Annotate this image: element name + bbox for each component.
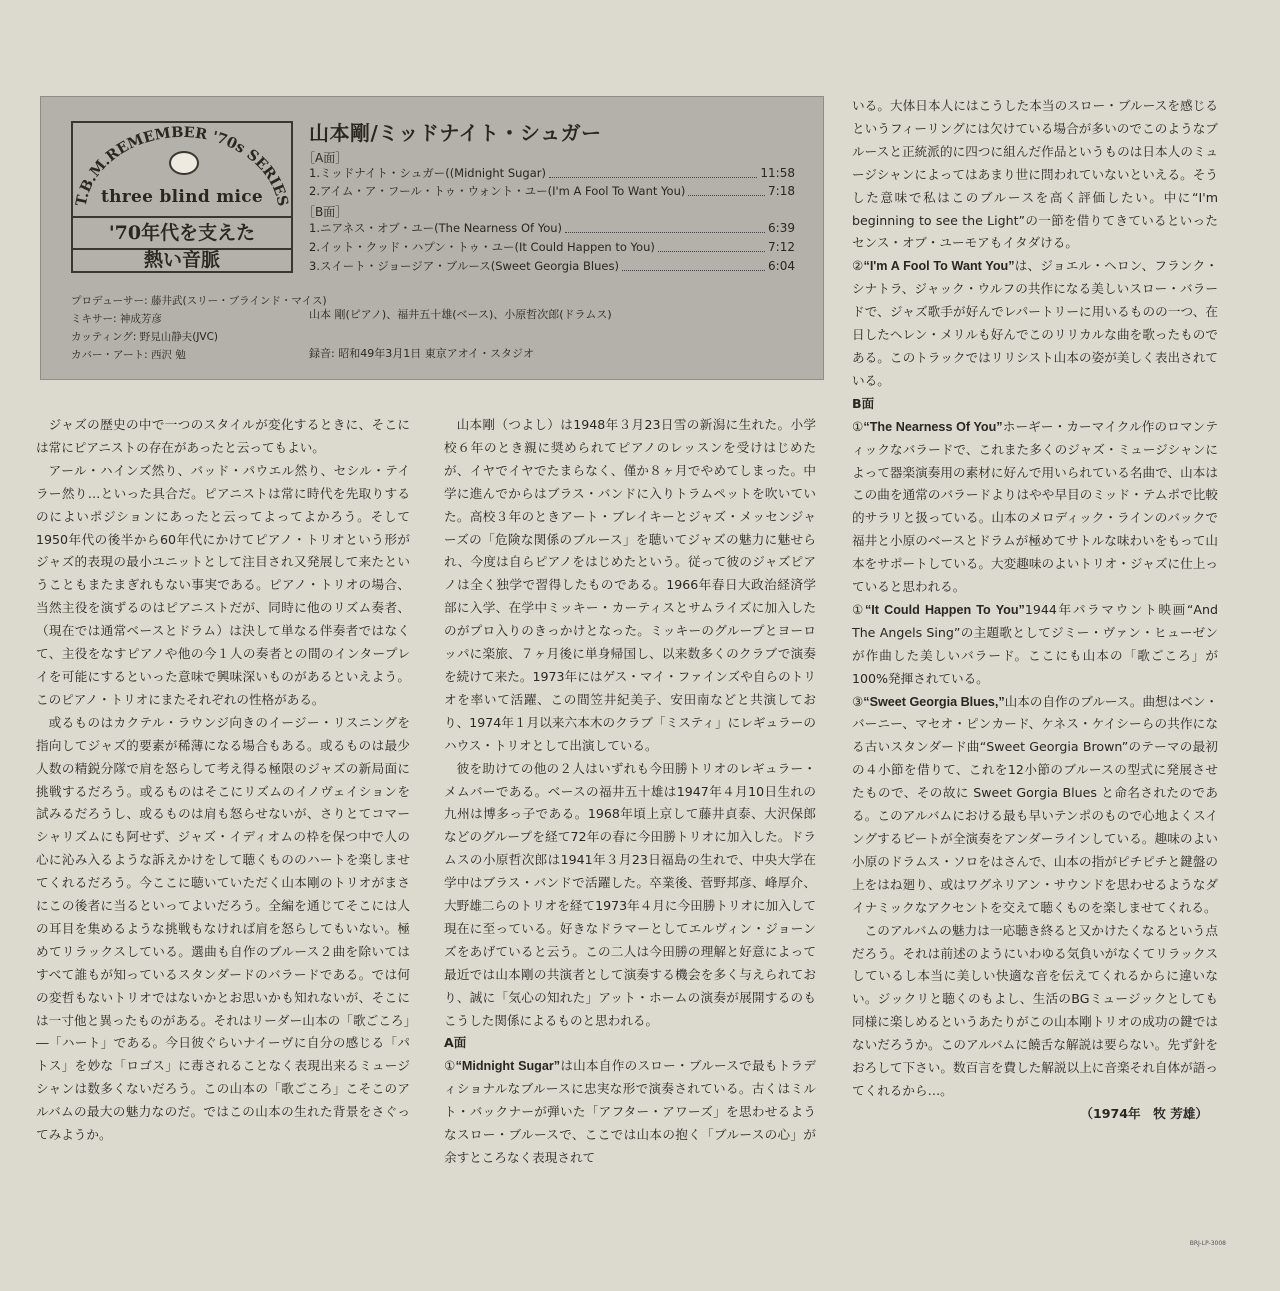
song-title: “It Could Happen To You” <box>864 602 1025 617</box>
track-leader-dots <box>688 187 765 196</box>
track-note-text: ホーギー・カーマイクル作のロマンティックなバラードで、これまた多くのジャズ・ミュージシャンによって器楽演奏用の素材に好んで用いられている名曲で、山本はこの曲を通常のバラードよりはやや早目のミッド・テムポで比較的サラリと扱っている。山本のメロディック・ラインのバックで福井と小原のベースとドラムが極めてサトルな味わいをもって山本をサポートしている。大変趣味のよいトリオ・ジャズに仕上っていると思われる。 <box>852 418 1218 595</box>
liner-notes-column-2 <box>444 414 816 1170</box>
series-tagline-1: '70年代を支えた <box>73 216 291 250</box>
liner-notes-column-3 <box>852 95 1218 1126</box>
track-note-b3 <box>852 691 1218 920</box>
track-note-text: は、ジョエル・ヘロン、フランク・シナトラ、ジャック・ウルフの共作になる美しいスロー・バラードで、ジャズ歌手が好んでレパートリーに用いるものの一つ、在日したヘレン・メリルも好んでこのリリカルな曲を歌ったものである。このトラックではリリシスト山本の姿が美しく表出されている。 <box>852 258 1218 388</box>
paragraph: 山本剛（つよし）は1948年３月23日雪の新潟に生れた。小学校６年のとき親に奨められてピアノのレッスンを受けはじめたが、イヤでイヤでたまらなく、僅か８ヶ月でやめてしまった。中学に進んでからはブラス・バンドに入りトラムペットを吹いていた。高校３年のときアート・ブレイキーとジャズ・メッセンジャーズの「危険な関係のブルース」を聴いてジャズの魅力に魅せられ、今度は自らピアノをはじめたという。従って彼のジャズピアノは全く独学で習得したものである。1966年春日大政治経済学部に入学、在学中ミッキー・カーティスとサムライズに加入したのがプロ入りのきっかけとなった。ミッキーのグループとヨーロッパに楽旅、７ヶ月後に単身帰国し、以来数多くのクラブで演奏を続けて来た。1973年にはゲス・マイ・ファインズや自らのトリオを率いて活躍、この間笠井紀美子、安田南などと共演しており、1974年１月以来六本木のクラブ「ミスティ」にレギュラーのハウス・トリオとして出演している。 <box>444 417 816 753</box>
track-leader-dots <box>565 224 765 233</box>
track-note-a1 <box>444 1055 816 1170</box>
album-title: 山本剛/ミッドナイト・シュガー <box>309 121 602 145</box>
liner-notes-column-1 <box>36 414 410 1147</box>
album-info-box <box>40 96 824 380</box>
track-number: ① <box>444 1058 456 1074</box>
song-title: “The Nearness Of You” <box>863 419 1003 434</box>
track-leader-dots <box>622 262 765 271</box>
track-row <box>309 220 795 236</box>
track-title: 2.アイム・ア・フール・トゥ・ウォント・ユー(I'm A Fool To Want You) <box>309 184 686 198</box>
paragraph: 或るものはカクテル・ラウンジ向きのイージー・リスニングを指向してジャズ的要素が稀薄になる場合もある。或るものは最少人数の精鋭分隊で肩を怒らして考え得る極限のジャズの新局面に挑戦するだろう。或るものはそこにリズムのイノヴェイションを試みるだろうし、或るものは肩も怒らせないが、さりとてコマーシャリズムにも阿せず、ジャズ・イディオムの枠を保つ中で人の心に沁み入るような訴えかけをして聴くもののハートを楽しませてくれるだろう。今ここに聴いていただく山本剛のトリオがまさにこの後者に当るといってよいだろう。全編を通じてそこには人の耳目を集めるような挑戦もなければ肩を怒らしてもいない。極めてリラックスしている。選曲も自作のブルース２曲を除いてはすべて誰もが知っているスタンダードのバラードである。では何の変哲もないトリオではないかとお思いかも知れないが、そこには一寸他と異ったものがある。それはリーダー山本の「歌ごころ」―「ハート」である。今日彼ぐらいナイーヴに自分の感じる「パトス」を妙な「ロゴス」に毒されることなく表現出来るミュージシャンは数多くないだろう。この山本の「歌ごころ」こそこのアルバムの最大の魅力なのだ。ではこの山本の生れた背景をさぐってみようか。 <box>36 714 410 1143</box>
track-title: 1.ミッドナイト・シュガー((Midnight Sugar) <box>309 166 546 180</box>
series-arc-label: T.B.M.REMEMBER '70s SERIES <box>73 123 291 208</box>
track-note-text: 山本の自作のブルース。曲想はベン・バーニー、マセオ・ピンカード、ケネス・ケイシーらの共作になる古いスタンダード曲“Sweet Georgia Brown”のテーマの最初の４小節を借りて、これを12小節のブルースの型式に発展させたもので、その故に Sweet Gorgia Blues と命名されたのである。このアルバムにおける最も早いテンポのもので心地よくスイングするビートが全演奏をアンダーラインしている。趣味のよい小原のドラムス・ソロをはさんで、山本の指がピチピチと鍵盤の上をはね廻り、或はワグネリアン・サウンドを思わせるようなダイナミックなアクセントを交えて聴くものを楽しませてくれる。 <box>852 693 1219 915</box>
credit-mixer: ミキサー: 神成芳彦 <box>71 313 162 325</box>
brand-name: three blind mice <box>100 187 264 207</box>
paragraph: ジャズの歴史の中で一つのスタイルが変化するときに、そこには常にピアニストの存在があったと云ってもよい。 <box>36 417 410 455</box>
song-title: “Midnight Sugar” <box>455 1059 561 1074</box>
track-title: 1.ニアネス・オブ・ユー(The Nearness Of You) <box>309 221 563 235</box>
mouse-icon <box>169 151 199 175</box>
track-note-text: は山本自作のスロー・ブルースで最もトラディショナルなブルースに忠実な形で演奏されている。古くはミルト・バックナーが弾いた「アフター・アワーズ」を思わせるようなスロー・ブルースで、ここでは山本の抱く「ブルースの心」が余すところなく表現されて <box>444 1058 816 1165</box>
author-signature: （1974年 牧 芳雄） <box>1080 1105 1208 1121</box>
paragraph: このアルバムの魅力は一応聴き終ると又かけたくなるという点だろう。それは前述のようにいわゆる気負いがなくてリラックスしているし本当に美しい快適な音を伝えてくれるからに違いない。ジックリと聴くのもよし、生活のBGミュージックとしても同様に楽しめるというあたりがこの山本剛トリオの成功の鍵ではないだろうか。このアルバムに饒舌な解説は要らない。先ず針をおろして下さい。数百言を費した解説以上に音楽それ自体が語ってくれるから…。 <box>852 922 1218 1098</box>
credit-cutting: カッティング: 野見山静夫(JVC) <box>71 331 219 343</box>
track-time: 6:39 <box>768 221 795 235</box>
paragraph: いる。大体日本人にはこうした本当のスロー・ブルースを感じるというフィーリングには欠けている場合が多いのでこのようなブルースと正統派的に四つに組んだ作品というものは日本人のミュージシャンによってはあまり世に問われていないといえる。そうした意味で私はこのブルースを高く評価したい。中に“I'm beginning to see the Light”の一節を借りてきているといったセンス・オブ・ユーモアもイタダける。 <box>852 98 1218 251</box>
side-a-heading: A面 <box>444 1035 467 1051</box>
series-logo <box>71 121 293 273</box>
catalog-number: BRJ-LP-3008 <box>1189 1240 1226 1247</box>
track-note-text: 1944年パラマウント映画“And The Angels Sing”の主題歌としてジミー・ヴァン・ヒューゼンが作曲した美しいバラード。ここにも山本の「歌ごころ」が100%発揮されている。 <box>852 601 1218 686</box>
track-time: 11:58 <box>760 166 795 180</box>
song-title: “Sweet Georgia Blues,” <box>863 694 1005 709</box>
credit-cover-art: カバー・アート: 西沢 勉 <box>71 349 186 361</box>
side-a-label: ［A面］ <box>303 151 348 165</box>
track-time: 7:18 <box>768 184 795 198</box>
track-title: 3.スイート・ジョージア・ブルース(Sweet Georgia Blues) <box>309 259 619 273</box>
track-time: 6:04 <box>768 259 795 273</box>
track-note-b2 <box>852 599 1218 691</box>
song-title: “I'm A Fool To Want You” <box>863 259 1015 274</box>
series-tagline-2: 熱い音脈 <box>143 249 220 271</box>
track-row <box>309 183 795 199</box>
track-number: ③ <box>852 693 864 709</box>
recording-info: 録音: 昭和49年3月1日 東京アオイ・スタジオ <box>309 347 535 360</box>
side-b-heading: B面 <box>852 395 875 411</box>
track-title: 2.イット・クッド・ハプン・トゥ・ユー(It Could Happen to You) <box>309 240 655 254</box>
credit-producer: プロデューサー: 藤井武(スリー・ブラインド・マイス) <box>71 295 327 307</box>
track-note-b1 <box>852 416 1218 599</box>
track-note-a2 <box>852 255 1218 392</box>
track-time: 7:12 <box>768 240 795 254</box>
personnel: 山本 剛(ピアノ)、福井五十雄(ベース)、小原哲次郎(ドラムス) <box>309 308 612 321</box>
track-row <box>309 258 795 274</box>
track-row <box>309 239 795 255</box>
track-leader-dots <box>658 243 765 252</box>
track-leader-dots <box>549 169 757 178</box>
track-number: ① <box>852 601 865 617</box>
paragraph: 彼を助けての他の２人はいずれも今田勝トリオのレギュラー・メムバーである。ベースの福井五十雄は1947年４月10日生れの九州は博多っ子である。1968年頃上京して藤井貞泰、大沢保郎などのグループを経て72年の春に今田勝トリオに加入した。ドラムスの小原哲次郎は1941年３月23日福島の生れで、中央大学在学中はブラス・バンドで活躍した。卒業後、菅野邦彦、峰厚介、大野雄二らのトリオを経て1973年４月に今田勝トリオに加入して現在に至っている。好きなドラマーとしてエルヴィン・ジョーンズをあげていると云う。この二人は今田勝の理解と好意によって最近では山本剛の共演者として演奏する機会を多く与えられており、誠に「気心の知れた」アット・ホームの演奏が展開するのもこうした関係によるものと思われる。 <box>444 760 816 1028</box>
track-row <box>309 165 795 181</box>
paragraph: アール・ハインズ然り、バッド・パウエル然り、セシル・テイラー然り…といった具合だ。ピアニストは常に時代を先取りするのによいポジションにあったと云ってよってよかろう。そして1950年代の後半から60年代にかけてピアノ・トリオという形がジャズ的表現の最小ユニットとして注目され又発展して来たということもまたまぎれもない事実である。ピアノ・トリオの場合、当然主役を演ずるのはピアニストだが、同時に他のリズム奏者、（現在では通常ベースとドラム）は決して単なる伴奏者ではなくて、主役をなすピアノや他の今１人の奏者との間のインタープレイを可能にするといった意味で興味深いものがあるといえよう。このピアノ・トリオにまたそれぞれの性格がある。 <box>36 462 410 707</box>
track-number: ② <box>852 258 864 274</box>
track-number: ① <box>852 418 864 434</box>
side-b-label: ［B面］ <box>303 205 348 219</box>
